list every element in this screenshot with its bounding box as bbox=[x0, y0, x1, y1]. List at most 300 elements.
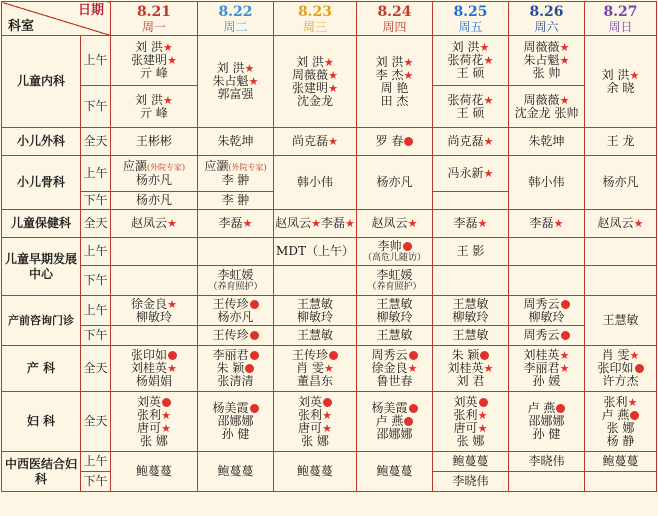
table-row bbox=[2, 156, 657, 192]
cell: 李 翀 bbox=[198, 192, 274, 210]
dept-name: 中西医结合妇科 bbox=[2, 452, 81, 492]
cell: 杨亦凡 bbox=[111, 192, 198, 210]
staff-name: 邵娜娜 bbox=[217, 414, 254, 428]
cell bbox=[585, 296, 657, 346]
table-row bbox=[2, 36, 657, 86]
star-icon: ★ bbox=[161, 421, 171, 435]
staff-name: 杨美霞 bbox=[357, 402, 432, 415]
period-label: 下午 bbox=[81, 472, 111, 492]
period-label: 全天 bbox=[81, 128, 111, 156]
staff-name: 徐金良★ bbox=[131, 296, 177, 311]
staff-name: 张利★ bbox=[298, 407, 332, 422]
cell bbox=[509, 86, 585, 128]
day-header: 8.21 周一 bbox=[111, 2, 198, 36]
red-dot-icon bbox=[168, 351, 177, 360]
staff-name: 周秀云 bbox=[509, 298, 584, 311]
staff-name: 刘桂英★ bbox=[447, 361, 494, 375]
dept-name: 产 科 bbox=[2, 346, 81, 392]
staff-name: 朱占魁★ bbox=[212, 74, 259, 88]
cell bbox=[433, 346, 509, 392]
cell bbox=[433, 128, 509, 156]
staff-name: 李磊★ bbox=[453, 216, 488, 230]
red-dot-icon bbox=[630, 411, 639, 420]
staff-name: 张印如 bbox=[111, 349, 197, 362]
staff-name: 张印如 bbox=[585, 362, 656, 375]
period-label: 全天 bbox=[81, 210, 111, 238]
cell bbox=[585, 472, 657, 492]
period-label: 下午 bbox=[81, 192, 111, 210]
header-row bbox=[2, 2, 657, 36]
staff-name: 刘桂英★ bbox=[131, 361, 177, 375]
cell bbox=[111, 86, 198, 128]
staff-name: 王慧敏 bbox=[452, 296, 489, 311]
staff-name: 唐可★ bbox=[137, 420, 171, 435]
cell bbox=[433, 296, 509, 326]
cell bbox=[111, 392, 198, 452]
star-icon: ★ bbox=[323, 55, 334, 69]
staff-name: 刘 洪★ bbox=[601, 67, 640, 82]
cell bbox=[274, 326, 357, 346]
cell bbox=[585, 346, 657, 392]
staff-name: 王慧敏 bbox=[376, 296, 413, 311]
star-icon: ★ bbox=[323, 362, 334, 375]
staff-name: 王慧敏 bbox=[602, 313, 639, 327]
staff-name: 柳敏玲 bbox=[528, 309, 565, 324]
staff-name: 卢 燕 bbox=[585, 409, 656, 422]
staff-name: 刘 洪★ bbox=[296, 54, 334, 69]
staff-name: 李磊★ bbox=[529, 216, 564, 230]
star-icon: ★ bbox=[559, 362, 570, 375]
cell bbox=[111, 326, 198, 346]
cell bbox=[509, 238, 585, 266]
cell bbox=[198, 210, 274, 238]
red-dot-icon bbox=[245, 364, 254, 373]
staff-name: 刘 洪★ bbox=[216, 61, 255, 75]
staff-name: 张荷花★ bbox=[447, 92, 494, 107]
cell bbox=[357, 326, 433, 346]
star-icon: ★ bbox=[162, 93, 173, 107]
star-icon: ★ bbox=[477, 421, 488, 435]
day-header: 8.25 周五 bbox=[433, 2, 509, 36]
period-label: 上午 bbox=[81, 156, 111, 192]
staff-name: 刘 洪★ bbox=[375, 54, 414, 69]
staff-name: 张利★ bbox=[137, 407, 171, 422]
table-row bbox=[2, 128, 657, 156]
staff-name: 朱占魁★ bbox=[523, 53, 570, 67]
staff-name: 刘 洪★ bbox=[451, 40, 490, 54]
staff-name: 柳敏玲 bbox=[376, 309, 413, 324]
star-icon: ★ bbox=[403, 55, 414, 69]
staff-name: 李 杰★ bbox=[375, 67, 414, 82]
cell: 李帅 （高危儿随访） bbox=[357, 238, 433, 266]
staff-name: 鲁世春 bbox=[376, 374, 413, 388]
schedule-table bbox=[1, 1, 657, 492]
cell bbox=[274, 210, 357, 238]
staff-name: 张 娜 bbox=[140, 433, 168, 448]
cell: MDT（上午） bbox=[274, 238, 357, 266]
staff-name: 尚克磊★ bbox=[447, 134, 494, 148]
period-label: 全天 bbox=[81, 346, 111, 392]
star-icon: ★ bbox=[403, 68, 414, 82]
red-dot-icon bbox=[480, 351, 489, 360]
cell bbox=[509, 392, 585, 452]
red-dot-icon bbox=[403, 242, 412, 251]
staff-name: 王传珍 bbox=[198, 329, 273, 342]
day-header: 8.23 周三 bbox=[274, 2, 357, 36]
cell bbox=[509, 210, 585, 238]
star-icon: ★ bbox=[242, 217, 253, 230]
star-icon: ★ bbox=[483, 135, 494, 148]
staff-name: 赵凤云★李磊★ bbox=[275, 216, 355, 230]
cell bbox=[433, 156, 509, 192]
staff-name: 朱乾坤 bbox=[217, 134, 254, 148]
cell bbox=[274, 296, 357, 326]
staff-name: 余 晓 bbox=[606, 80, 635, 95]
staff-name: 刘英 bbox=[111, 396, 197, 409]
staff-name: 杨娟娟 bbox=[135, 374, 172, 388]
star-icon: ★ bbox=[161, 408, 171, 422]
cell bbox=[585, 266, 657, 296]
staff-name: 张清清 bbox=[217, 374, 254, 388]
star-icon: ★ bbox=[553, 217, 564, 230]
period-label: 上午 bbox=[81, 36, 111, 86]
cell: 韩小伟 bbox=[274, 156, 357, 210]
cell bbox=[198, 346, 274, 392]
staff-name: 杨美霞 bbox=[198, 402, 273, 415]
star-icon: ★ bbox=[407, 217, 418, 230]
staff-name: 王彬彬 bbox=[135, 134, 172, 148]
cell bbox=[198, 128, 274, 156]
staff-name: 朱 颖 bbox=[198, 362, 273, 375]
red-dot-icon bbox=[404, 137, 413, 146]
staff-name: 张荷花★ bbox=[447, 53, 494, 67]
cell bbox=[433, 192, 509, 210]
staff-name: 亓 峰 bbox=[140, 105, 168, 120]
red-dot-icon bbox=[409, 351, 418, 360]
cell bbox=[198, 392, 274, 452]
cell bbox=[111, 266, 198, 296]
cell bbox=[198, 296, 274, 326]
cell: 李虹媛 （养育照护） bbox=[357, 266, 433, 296]
cell: 鲍蔓蔓 bbox=[111, 452, 198, 492]
cell: 鲍蔓蔓 bbox=[433, 452, 509, 472]
staff-name: 王 硕 bbox=[456, 105, 485, 120]
period-label: 上午 bbox=[81, 452, 111, 472]
cell: 应灏(外院专家) 李 翀 bbox=[198, 156, 274, 192]
staff-name: 杨亦凡 bbox=[217, 309, 254, 324]
star-icon: ★ bbox=[477, 217, 488, 230]
red-dot-icon bbox=[556, 404, 565, 413]
cell bbox=[509, 346, 585, 392]
period-label: 下午 bbox=[81, 326, 111, 346]
staff-name: 柳敏玲 bbox=[296, 309, 333, 324]
cell bbox=[111, 210, 198, 238]
red-dot-icon bbox=[561, 300, 570, 309]
cell: 鲍蔓蔓 bbox=[585, 452, 657, 472]
table-row bbox=[2, 266, 657, 296]
cell bbox=[509, 326, 585, 346]
period-label: 下午 bbox=[81, 86, 111, 128]
table-row bbox=[2, 296, 657, 326]
period-label: 上午 bbox=[81, 296, 111, 326]
staff-name: 张 娜 bbox=[301, 433, 329, 448]
star-icon: ★ bbox=[559, 54, 570, 67]
star-icon: ★ bbox=[479, 41, 490, 54]
staff-name: 邵娜娜 bbox=[528, 414, 565, 428]
cell bbox=[433, 36, 509, 86]
dept-name: 产前咨询门诊 bbox=[2, 296, 81, 346]
staff-name: 杨 静 bbox=[606, 433, 635, 448]
cell bbox=[433, 86, 509, 128]
staff-name: 张利★ bbox=[603, 394, 638, 409]
cell bbox=[585, 392, 657, 452]
star-icon: ★ bbox=[407, 362, 418, 375]
staff-name: 卢 燕 bbox=[509, 402, 584, 415]
staff-name: 周秀云 bbox=[357, 349, 432, 362]
star-icon: ★ bbox=[328, 68, 338, 82]
staff-name: 王传珍 bbox=[198, 298, 273, 311]
staff-name: 朱乾坤 bbox=[528, 134, 565, 148]
table-row bbox=[2, 238, 657, 266]
star-icon: ★ bbox=[248, 75, 259, 88]
cell bbox=[111, 36, 198, 86]
red-dot-icon bbox=[250, 404, 259, 413]
staff-name: 柳敏玲 bbox=[135, 309, 172, 324]
cell bbox=[274, 346, 357, 392]
day-header: 8.26 周六 bbox=[509, 2, 585, 36]
dept-name: 儿童内科 bbox=[2, 36, 81, 128]
cell bbox=[585, 238, 657, 266]
cell: 李晓伟 bbox=[433, 472, 509, 492]
day-header: 8.22 周二 bbox=[198, 2, 274, 36]
red-dot-icon bbox=[250, 351, 259, 360]
red-dot-icon bbox=[561, 331, 570, 340]
dept-name: 儿童早期发展中心 bbox=[2, 238, 81, 296]
cell bbox=[433, 210, 509, 238]
staff-name: 王 硕 bbox=[456, 66, 485, 80]
red-dot-icon bbox=[409, 404, 418, 413]
staff-name: 王慧敏 bbox=[296, 296, 333, 311]
star-icon: ★ bbox=[162, 41, 173, 54]
staff-name: 赵凤云★ bbox=[131, 216, 177, 230]
cell bbox=[509, 36, 585, 86]
cell bbox=[585, 128, 657, 156]
red-dot-icon bbox=[404, 417, 413, 426]
cell bbox=[433, 326, 509, 346]
staff-name: 孙 健 bbox=[221, 427, 250, 441]
dept-name: 小儿骨科 bbox=[2, 156, 81, 210]
cell bbox=[357, 296, 433, 326]
cell: 鲍蔓蔓 bbox=[198, 452, 274, 492]
staff-name: 刘桂英★ bbox=[523, 348, 570, 362]
staff-name: 李帅 bbox=[357, 240, 432, 253]
cell bbox=[357, 210, 433, 238]
staff-name: 田 杰 bbox=[380, 93, 409, 108]
star-icon: ★ bbox=[167, 297, 177, 311]
staff-name: 王慧敏 bbox=[376, 328, 413, 342]
table-row bbox=[2, 452, 657, 472]
star-icon: ★ bbox=[629, 68, 640, 82]
staff-name: 周 艳 bbox=[380, 80, 409, 95]
day-header: 8.24 周四 bbox=[357, 2, 433, 36]
star-icon: ★ bbox=[559, 349, 570, 362]
staff-name: 唐可★ bbox=[453, 420, 488, 435]
staff-name: 唐可★ bbox=[298, 420, 332, 435]
date-label: 日期 bbox=[77, 3, 104, 18]
staff-name: 郭富强 bbox=[217, 87, 254, 101]
staff-name: 刘 洪★ bbox=[135, 92, 173, 107]
staff-name: 李磊★ bbox=[218, 216, 253, 230]
cell bbox=[509, 296, 585, 326]
staff-name: 周秀云 bbox=[509, 329, 584, 342]
staff-name: 刘 君 bbox=[456, 374, 485, 388]
star-icon: ★ bbox=[345, 217, 355, 230]
cell bbox=[198, 36, 274, 128]
star-icon: ★ bbox=[559, 93, 570, 107]
cell bbox=[357, 392, 433, 452]
period-label: 全天 bbox=[81, 392, 111, 452]
dept-name: 妇 科 bbox=[2, 392, 81, 452]
staff-name: 王 龙 bbox=[606, 134, 635, 148]
cell bbox=[585, 36, 657, 128]
staff-name: 张利★ bbox=[453, 407, 488, 422]
staff-name: 周薇薇★ bbox=[523, 92, 570, 107]
star-icon: ★ bbox=[483, 167, 494, 180]
star-icon: ★ bbox=[328, 135, 338, 148]
star-icon: ★ bbox=[477, 408, 488, 422]
cell bbox=[274, 266, 357, 296]
staff-name: 王慧敏 bbox=[452, 328, 489, 342]
cell bbox=[357, 346, 433, 392]
cell bbox=[509, 472, 585, 492]
dept-name: 儿童保健科 bbox=[2, 210, 81, 238]
star-icon: ★ bbox=[629, 349, 640, 362]
cell bbox=[274, 128, 357, 156]
cell bbox=[357, 36, 433, 128]
red-dot-icon bbox=[250, 331, 259, 340]
cell: 鲍蔓蔓 bbox=[274, 452, 357, 492]
star-icon: ★ bbox=[322, 408, 332, 422]
cell: 应灏(外院专家) 杨亦凡 bbox=[111, 156, 198, 192]
red-dot-icon bbox=[635, 364, 644, 373]
staff-name: 孙 媛 bbox=[532, 374, 561, 388]
staff-name: 许方杰 bbox=[602, 374, 639, 388]
staff-name: 罗 春 bbox=[357, 135, 432, 148]
star-icon: ★ bbox=[559, 41, 570, 54]
staff-name: 肖 雯★ bbox=[601, 348, 640, 362]
star-icon: ★ bbox=[244, 62, 255, 75]
staff-name: 刘 洪★ bbox=[135, 40, 173, 54]
cell bbox=[111, 296, 198, 326]
star-icon: ★ bbox=[167, 217, 177, 230]
staff-name: 赵凤云★ bbox=[371, 216, 418, 230]
staff-name: 尚克磊★ bbox=[292, 134, 338, 148]
staff-name: 沈金龙 bbox=[296, 93, 333, 108]
cell bbox=[111, 238, 198, 266]
staff-name: 刘英 bbox=[274, 396, 356, 409]
staff-name: 沈金龙 张帅 bbox=[514, 105, 579, 120]
red-dot-icon bbox=[479, 398, 488, 407]
cell bbox=[433, 392, 509, 452]
staff-name: 刘英 bbox=[433, 396, 508, 409]
red-dot-icon bbox=[162, 398, 171, 407]
staff-name: 肖 雯★ bbox=[296, 361, 334, 375]
staff-name: 王慧敏 bbox=[296, 328, 333, 342]
period-label: 下午 bbox=[81, 266, 111, 296]
staff-name: 张 娜 bbox=[456, 433, 485, 448]
star-icon: ★ bbox=[483, 362, 494, 375]
table-row bbox=[2, 346, 657, 392]
dept-name: 小儿外科 bbox=[2, 128, 81, 156]
staff-name: 亓 峰 bbox=[140, 66, 168, 80]
staff-name: 朱 颖 bbox=[433, 349, 508, 362]
star-icon: ★ bbox=[328, 81, 338, 95]
staff-name: 邵娜娜 bbox=[376, 427, 413, 441]
star-icon: ★ bbox=[322, 421, 332, 435]
staff-name: 张建明★ bbox=[131, 53, 177, 67]
cell: 鲍蔓蔓 bbox=[357, 452, 433, 492]
staff-name: 周薇薇★ bbox=[292, 67, 338, 82]
cell bbox=[357, 128, 433, 156]
red-dot-icon bbox=[329, 351, 338, 360]
period-label: 上午 bbox=[81, 238, 111, 266]
staff-name: 张 帅 bbox=[532, 66, 561, 80]
cell: 李晓伟 bbox=[509, 452, 585, 472]
staff-name: 张 娜 bbox=[606, 420, 635, 435]
star-icon: ★ bbox=[311, 217, 321, 230]
staff-name: 张建明★ bbox=[292, 80, 338, 95]
staff-name: 李丽君★ bbox=[523, 361, 570, 375]
day-header: 8.27 周日 bbox=[585, 2, 657, 36]
star-icon: ★ bbox=[483, 93, 494, 107]
cell: 王 影 bbox=[433, 238, 509, 266]
cell bbox=[509, 266, 585, 296]
star-icon: ★ bbox=[167, 54, 177, 67]
staff-name: 董昌东 bbox=[296, 374, 333, 388]
red-dot-icon bbox=[250, 300, 259, 309]
cell bbox=[585, 210, 657, 238]
cell: 杨亦凡 bbox=[585, 156, 657, 210]
dept-label: 科室 bbox=[8, 19, 35, 34]
star-icon: ★ bbox=[483, 54, 494, 67]
table-row bbox=[2, 210, 657, 238]
cell bbox=[198, 238, 274, 266]
staff-name: 孙 健 bbox=[532, 427, 561, 441]
cell bbox=[198, 326, 274, 346]
cell bbox=[274, 36, 357, 128]
cell bbox=[509, 128, 585, 156]
staff-name: 李丽君 bbox=[198, 349, 273, 362]
header-corner bbox=[2, 2, 111, 36]
star-icon: ★ bbox=[167, 362, 177, 375]
cell: 杨亦凡 bbox=[357, 156, 433, 210]
cell: 李虹媛 （养育照护） bbox=[198, 266, 274, 296]
red-dot-icon bbox=[323, 398, 332, 407]
cell bbox=[111, 128, 198, 156]
cell bbox=[274, 392, 357, 452]
cell: 韩小伟 bbox=[509, 156, 585, 210]
staff-name: 周薇薇★ bbox=[523, 40, 570, 54]
staff-name: 卢 燕 bbox=[357, 415, 432, 428]
staff-name: 冯永新★ bbox=[447, 166, 494, 180]
cell bbox=[433, 266, 509, 296]
staff-name: 王传珍 bbox=[274, 349, 356, 362]
table-row bbox=[2, 326, 657, 346]
table-row bbox=[2, 392, 657, 452]
cell bbox=[111, 346, 198, 392]
star-icon: ★ bbox=[627, 395, 638, 409]
star-icon: ★ bbox=[633, 217, 644, 230]
